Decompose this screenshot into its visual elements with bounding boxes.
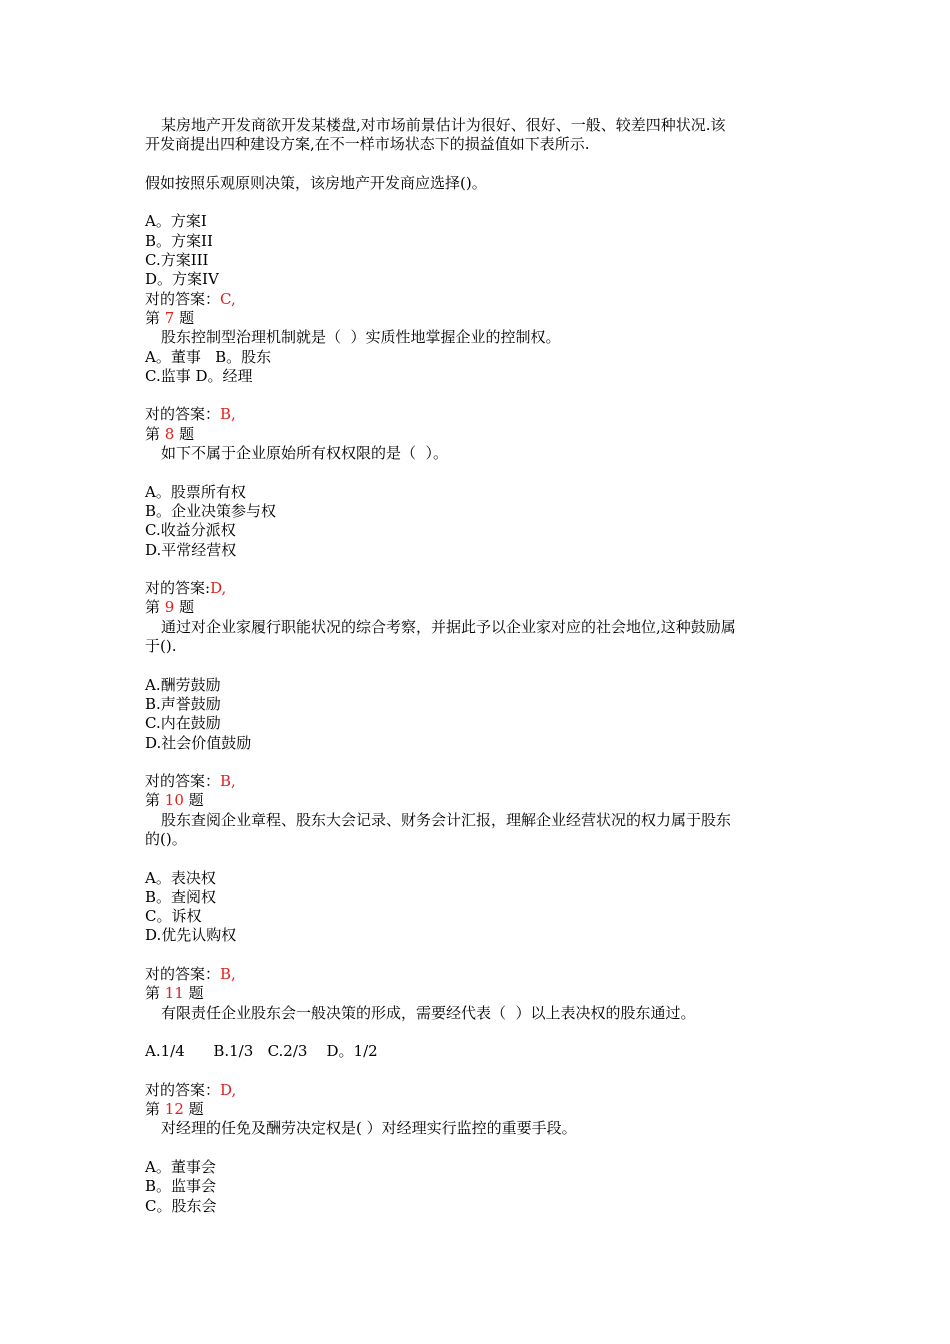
question-prefix: 第: [145, 598, 165, 617]
q6-option-c: C.方案III: [145, 251, 209, 270]
q10-option-a: A。表决权: [145, 868, 216, 887]
question-suffix: 题: [174, 308, 195, 327]
q12-number: [145, 1100, 810, 1119]
q8-option-a: A。股票所有权: [145, 482, 246, 501]
answer-value: D,: [210, 579, 227, 598]
q10-stem-line-1: 股东查阅企业章程、股东大会记录、财务会计汇报，理解企业经营状况的权力属于股东: [161, 810, 732, 829]
q6-stem-line-1: 某房地产开发商欲开发某楼盘,对市场前景估计为很好、很好、一般、较差四种状况.该: [161, 116, 726, 134]
q8-option-c: C.收益分派权: [145, 521, 236, 540]
question-prefix: 第: [145, 1100, 165, 1119]
answer-label: 对的答案：: [145, 965, 221, 984]
answer-value: B,: [220, 772, 236, 791]
answer-value: D,: [220, 1080, 237, 1099]
question-suffix: 题: [174, 424, 195, 443]
q6-option-b: B。方案II: [145, 231, 213, 250]
q6-question: 假如按照乐观原则决策，该房地产开发商应选择()。: [145, 173, 487, 192]
q6-option-d: D。方案IV: [145, 270, 219, 289]
question-number: 12: [164, 1100, 184, 1119]
q9-number: [145, 598, 810, 617]
q7-options-line-2: C.监事 D。经理: [145, 366, 253, 385]
q11-number: [145, 984, 810, 1003]
question-number: 8: [164, 424, 175, 443]
q12-option-c: C。股东会: [145, 1196, 217, 1215]
q9-stem-line-1: 通过对企业家履行职能状况的综合考察，并据此予以企业家对应的社会地位,这种鼓励属: [161, 617, 736, 636]
q12-option-b: B。监事会: [145, 1177, 217, 1196]
q8-option-b: B。企业决策参与权: [145, 501, 277, 520]
question-number: 11: [164, 984, 184, 1003]
question-number: 7: [164, 308, 175, 327]
answer-value: B,: [220, 965, 236, 984]
q9-answer-row: [145, 772, 810, 791]
q7-answer-row: [145, 405, 810, 424]
q7-number: [145, 309, 810, 328]
question-suffix: 题: [183, 1100, 204, 1119]
q6-answer-row: [145, 290, 810, 309]
q6-stem-line-2: 开发商提出四种建设方案,在不一样市场状态下的损益值如下表所示.: [145, 135, 590, 154]
question-suffix: 题: [174, 598, 195, 617]
question-suffix: 题: [183, 791, 204, 810]
q11-answer-row: [145, 1081, 810, 1100]
q8-option-d: D.平常经营权: [145, 540, 237, 559]
answer-label: 对的答案:: [145, 579, 211, 598]
question-prefix: 第: [145, 424, 165, 443]
q7-options-line-1: A。董事 B。股东: [145, 347, 272, 366]
answer-label: 对的答案：: [145, 1080, 221, 1099]
question-suffix: 题: [183, 984, 204, 1003]
q10-answer-row: [145, 965, 810, 984]
answer-label: 对的答案：: [145, 405, 221, 424]
q9-option-d: D.社会价值鼓励: [145, 733, 252, 752]
exam-content: [145, 116, 810, 1216]
q9-option-a: A.酬劳鼓励: [145, 675, 221, 694]
q12-stem: 对经理的任免及酬劳决定权是( ）对经理实行监控的重要手段。: [161, 1119, 577, 1138]
q10-number: [145, 791, 810, 810]
answer-value: C,: [220, 289, 236, 308]
question-number: 9: [164, 598, 175, 617]
q8-answer-row: [145, 579, 810, 598]
q9-stem-line-2: 于().: [145, 637, 177, 656]
question-prefix: 第: [145, 984, 165, 1003]
q8-number: [145, 425, 810, 444]
answer-value: B,: [220, 405, 236, 424]
answer-label: 对的答案：: [145, 772, 221, 791]
q9-option-b: B.声誉鼓励: [145, 694, 221, 713]
q8-stem: 如下不属于企业原始所有权权限的是（ ）。: [161, 444, 449, 463]
q10-option-b: B。查阅权: [145, 887, 217, 906]
question-number: 10: [164, 791, 184, 810]
q11-stem: 有限责任企业股东会一般决策的形成，需要经代表（ ）以上表决权的股东通过。: [161, 1003, 696, 1022]
q10-option-c: C。诉权: [145, 907, 202, 926]
q12-option-a: A。董事会: [145, 1158, 216, 1177]
q7-stem: 股东控制型治理机制就是（ ）实质性地掌握企业的控制权。: [161, 328, 561, 347]
question-prefix: 第: [145, 308, 165, 327]
q10-option-d: D.优先认购权: [145, 926, 237, 945]
q10-stem-line-2: 的()。: [145, 829, 187, 848]
question-prefix: 第: [145, 791, 165, 810]
q6-option-a: A。方案Ⅰ: [145, 212, 207, 231]
q11-options-line: A.1/4 B.1/3 C.2/3 D。1/2: [145, 1042, 378, 1061]
q9-option-c: C.内在鼓励: [145, 714, 221, 733]
answer-label: 对的答案：: [145, 289, 221, 308]
